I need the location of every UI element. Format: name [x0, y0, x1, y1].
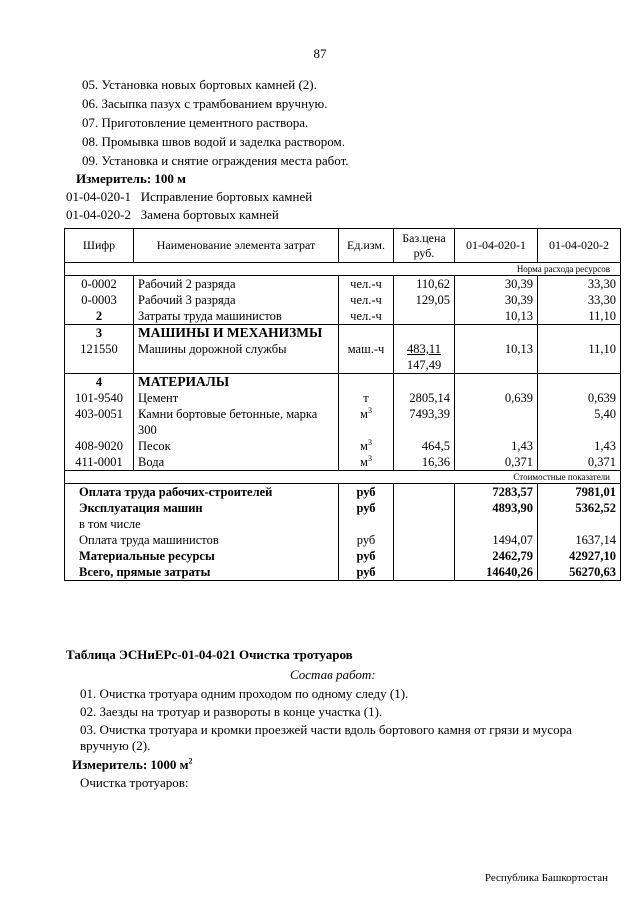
meter-label: Измеритель: 100 м [76, 171, 187, 186]
step-item: 08. Промывка швов водой и заделка раствором. [82, 134, 345, 149]
cell: 11,10 [538, 341, 621, 357]
total-v1: 2462,79 [455, 548, 538, 564]
cell [339, 374, 394, 391]
cleaning-label: Очистка тротуаров: [80, 775, 189, 790]
cell: 110,62 [394, 276, 455, 293]
cell [455, 516, 538, 532]
total-v1: 14640,26 [455, 564, 538, 581]
cell: 30,39 [455, 292, 538, 308]
total-name: Материальные ресурсы [65, 548, 339, 564]
step-item: 06. Засыпка пазух с трамбованием вручную. [82, 96, 328, 111]
cell [455, 422, 538, 438]
totals-row [65, 532, 621, 548]
cell [538, 357, 621, 374]
code-id: 01-04-020-1 [66, 189, 131, 204]
table-row [65, 357, 621, 374]
cell: 33,30 [538, 276, 621, 293]
table-row [65, 406, 621, 422]
cell: 16,36 [394, 454, 455, 471]
meter2-label [72, 757, 193, 773]
cell [339, 516, 394, 532]
totals-row [65, 516, 621, 532]
page-number: 87 [313, 46, 327, 61]
step-item: 09. Установка и снятие ограждения места работ. [82, 153, 349, 168]
total-name: в том числе [65, 516, 339, 532]
cell: 121550 [65, 341, 134, 357]
total-v2: 5362,52 [538, 500, 621, 516]
cell [394, 516, 455, 532]
resource-table [64, 228, 621, 581]
table-row [65, 325, 621, 342]
cell: 0,371 [538, 454, 621, 471]
total-unit: руб [339, 564, 394, 581]
cell: 0-0003 [65, 292, 134, 308]
header-cell: Ед.изм. [339, 229, 394, 263]
cell: 1,43 [538, 438, 621, 454]
cell: маш.-ч [339, 341, 394, 357]
cell [134, 357, 339, 374]
cell: 0,639 [455, 390, 538, 406]
table-row [65, 438, 621, 454]
cell: 5,40 [538, 406, 621, 422]
composition-label: Состав работ: [290, 667, 376, 682]
totals-row [65, 564, 621, 581]
totals-row [65, 484, 621, 501]
total-v2: 7981,01 [538, 484, 621, 501]
step-item: 02. Заезды на тротуар и развороты в конце участка (1). [80, 704, 383, 719]
cell: чел.-ч [339, 308, 394, 325]
step-item: вручную (2). [80, 738, 151, 753]
total-name: Всего, прямые затраты [65, 564, 339, 581]
total-v2: 1637,14 [538, 532, 621, 548]
cost-row [65, 471, 621, 484]
cell: т [339, 390, 394, 406]
cell: $м^3$ [339, 454, 394, 471]
cell: 147,49 [394, 357, 455, 374]
cell: 3 [65, 325, 134, 342]
cell: 2 [65, 308, 134, 325]
cell: 33,30 [538, 292, 621, 308]
code-line [66, 189, 312, 205]
table-row [65, 374, 621, 391]
cell: 30,39 [455, 276, 538, 293]
cell [394, 308, 455, 325]
cell [394, 532, 455, 548]
cell [455, 357, 538, 374]
table2-title: Таблица ЭСНиЕРс-01-04-021 Очистка тротуаров [66, 647, 353, 662]
cell: $м^3$ [339, 406, 394, 422]
total-v1: 4893,90 [455, 500, 538, 516]
table-row [65, 454, 621, 471]
cell: Машины дорожной службы [134, 341, 339, 357]
cell [394, 564, 455, 581]
cell [339, 325, 394, 342]
cell: Затраты труда машинистов [134, 308, 339, 325]
cell: чел.-ч [339, 292, 394, 308]
cell: Песок [134, 438, 339, 454]
table-row [65, 292, 621, 308]
code-line [66, 207, 279, 223]
cell: чел.-ч [339, 276, 394, 293]
cell [394, 374, 455, 391]
norm-label: Норма расхода ресурсов [65, 263, 621, 276]
totals-row [65, 500, 621, 516]
cell: 2805,14 [394, 390, 455, 406]
step-item: 01. Очистка тротуара одним проходом по одному следу (1). [80, 686, 409, 701]
total-name: Оплата труда рабочих-строителей [65, 484, 339, 501]
total-v1: 7283,57 [455, 484, 538, 501]
header-cell: 01-04-020-1 [455, 229, 538, 263]
cell: 0-0002 [65, 276, 134, 293]
total-unit: руб [339, 548, 394, 564]
meter2-sup: 2 [188, 756, 193, 766]
total-unit: руб [339, 500, 394, 516]
table-row [65, 341, 621, 357]
cell: 0,639 [538, 390, 621, 406]
code-name: Исправление бортовых камней [140, 189, 313, 204]
cell: 300 [134, 422, 339, 438]
section-heading: МАТЕРИАЛЫ [134, 374, 339, 391]
cell: 4 [65, 374, 134, 391]
cell [455, 374, 538, 391]
total-v1: 1494,07 [455, 532, 538, 548]
cell [339, 357, 394, 374]
table-row [65, 390, 621, 406]
header-cell: 01-04-020-2 [538, 229, 621, 263]
cell: 464,5 [394, 438, 455, 454]
cell: 101-9540 [65, 390, 134, 406]
cell [394, 325, 455, 342]
cell: 411-0001 [65, 454, 134, 471]
cell: Камни бортовые бетонные, марка [134, 406, 339, 422]
norm-row [65, 263, 621, 276]
header-cell: Наименование элемента затрат [134, 229, 339, 263]
cell: Цемент [134, 390, 339, 406]
step-item: 03. Очистка тротуара и кромки проезжей части вдоль бортового камня от грязи и мусора [80, 722, 572, 737]
cell: 11,10 [538, 308, 621, 325]
table-row [65, 422, 621, 438]
code-name: Замена бортовых камней [140, 207, 279, 222]
total-v2: 42927,10 [538, 548, 621, 564]
header-cell: Шифр [65, 229, 134, 263]
step-item: 07. Приготовление цементного раствора. [82, 115, 309, 130]
cell: Рабочий 2 разряда [134, 276, 339, 293]
cell [455, 325, 538, 342]
total-name: Оплата труда машинистов [65, 532, 339, 548]
table-header-row [65, 229, 621, 263]
cell [538, 516, 621, 532]
cell [65, 422, 134, 438]
cell [394, 548, 455, 564]
cell: 408-9020 [65, 438, 134, 454]
cell [65, 357, 134, 374]
footer-region: Республика Башкортостан [484, 872, 608, 884]
cell [538, 374, 621, 391]
cost-label: Стоимостные показатели [65, 471, 621, 484]
cell [339, 422, 394, 438]
cell [394, 484, 455, 501]
cell [394, 500, 455, 516]
cell: 10,13 [455, 308, 538, 325]
cell: 403-0051 [65, 406, 134, 422]
cell: 10,13 [455, 341, 538, 357]
cell: 483,11 [394, 341, 455, 357]
cell: $м^3$ [339, 438, 394, 454]
cell: 0,371 [455, 454, 538, 471]
cell: Вода [134, 454, 339, 471]
header-cell: Баз.цена руб. [394, 229, 455, 263]
total-unit: руб [339, 532, 394, 548]
table-row [65, 276, 621, 293]
meter2-text: Измеритель: 1000 м [72, 757, 189, 772]
cell: Рабочий 3 разряда [134, 292, 339, 308]
cell [538, 422, 621, 438]
cell: 129,05 [394, 292, 455, 308]
cell: 1,43 [455, 438, 538, 454]
total-name: Эксплуатация машин [65, 500, 339, 516]
cell [455, 406, 538, 422]
code-id: 01-04-020-2 [66, 207, 131, 222]
cell: 7493,39 [394, 406, 455, 422]
section-heading: МАШИНЫ И МЕХАНИЗМЫ [134, 325, 339, 342]
total-unit: руб [339, 484, 394, 501]
step-item: 05. Установка новых бортовых камней (2). [82, 77, 317, 92]
total-v2: 56270,63 [538, 564, 621, 581]
cell [394, 422, 455, 438]
table-row [65, 308, 621, 325]
totals-row [65, 548, 621, 564]
cell [538, 325, 621, 342]
